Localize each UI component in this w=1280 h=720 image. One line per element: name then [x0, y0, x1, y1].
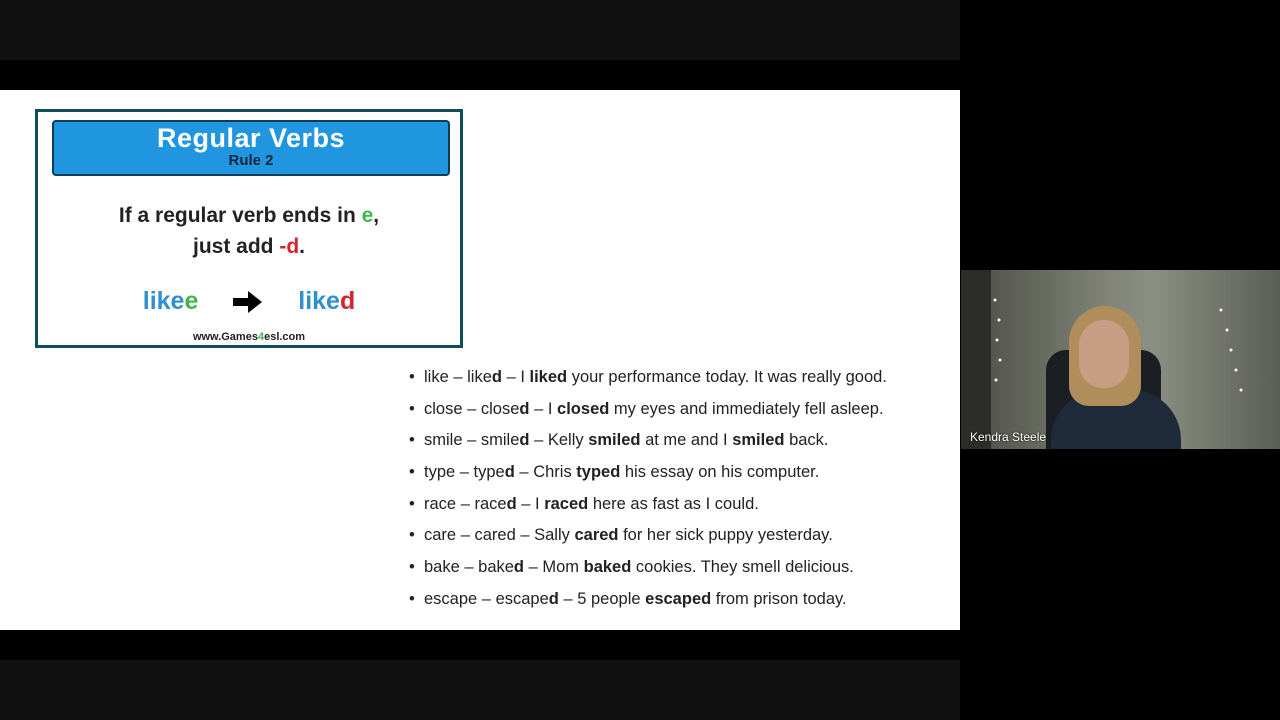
example-transform [38, 287, 460, 316]
card-title: Regular Verbs [156, 123, 346, 153]
sentence-start: Sally [534, 526, 575, 545]
verb-past-suffix: d [504, 463, 515, 482]
separator: – [459, 558, 479, 577]
example-item [409, 588, 887, 620]
separator: – [501, 368, 521, 386]
separator: – [456, 526, 475, 545]
example-result-d: d [339, 287, 356, 315]
verb-past-suffix: d [548, 589, 559, 608]
sentence-verb: cared [574, 526, 619, 545]
separator: – [477, 589, 496, 608]
rule-suffix-d: -d [279, 235, 300, 258]
rule-line2-prefix: just add [192, 235, 280, 258]
verb-base: escape [424, 589, 478, 608]
sentence-rest: here as fast as I could. [588, 494, 759, 513]
sentence-verb-2: smiled [732, 431, 785, 450]
separator: – [529, 399, 548, 418]
sentence-start: I [535, 494, 545, 513]
sentence-rest-2: back. [784, 431, 829, 450]
sentence-rest: from prison today. [711, 589, 847, 608]
site-pre: www.Games [192, 331, 258, 343]
video-door [961, 270, 991, 449]
example-result-stem: like [298, 287, 340, 315]
sentence-rest: cookies. They smell delicious. [631, 558, 854, 577]
verb-base: close [424, 399, 463, 418]
verb-past-stem: close [480, 399, 520, 418]
bullet: • [409, 431, 415, 450]
verb-base: type [424, 463, 456, 482]
sentence-verb: typed [576, 463, 621, 482]
verb-past-suffix: d [506, 494, 517, 513]
example-item [409, 366, 887, 398]
separator: – [462, 399, 481, 418]
rule-prefix: If a regular verb ends in [118, 204, 362, 227]
rule-letter-e: e [361, 204, 374, 227]
verb-past-stem: race [474, 494, 507, 513]
example-result [298, 287, 355, 315]
separator: – [529, 431, 548, 450]
bullet: • [409, 526, 415, 545]
verb-past-suffix: d [513, 558, 525, 577]
sentence-rest: my eyes and immediately fell asleep. [609, 399, 884, 418]
example-item [409, 493, 887, 525]
card-subtitle: Rule 2 [228, 152, 274, 169]
sentence-start: I [547, 399, 558, 418]
sentence-start: Kelly [547, 431, 589, 450]
bullet: • [409, 558, 415, 577]
sentence-verb: escaped [645, 589, 712, 608]
separator: – [515, 526, 535, 545]
sentence-start: 5 people [577, 589, 646, 608]
verb-base: like [424, 368, 449, 386]
verb-past-stem: escape [495, 589, 549, 608]
sentence-rest: for her sick puppy yesterday. [618, 526, 833, 545]
sentence-rest: your performance today. It was really good. [567, 368, 887, 386]
verb-base: race [424, 494, 457, 513]
verb-past-stem: like [467, 368, 492, 386]
sentence-rest: his essay on his computer. [620, 463, 820, 482]
website-credit [38, 331, 460, 343]
example-sentence-list [409, 366, 887, 620]
verb-past-stem: type [473, 463, 505, 482]
bullet: • [409, 463, 415, 482]
verb-past-suffix: d [519, 431, 530, 450]
separator: – [462, 431, 481, 450]
rule-period: . [299, 235, 305, 258]
site-post: esl.com [264, 331, 306, 343]
example-item [409, 429, 887, 461]
example-item [409, 524, 887, 556]
sentence-verb: closed [557, 399, 610, 418]
separator: – [558, 589, 578, 608]
bullet: • [409, 494, 415, 513]
top-letterbox [0, 0, 960, 60]
bottom-letterbox [0, 660, 960, 720]
rule-line-2 [38, 231, 460, 262]
verb-past-suffix: d [491, 368, 502, 386]
separator: – [516, 494, 536, 513]
video-face [1079, 320, 1129, 388]
rule-text [38, 200, 460, 262]
bullet: • [409, 399, 415, 418]
verb-base: smile [424, 431, 463, 450]
sentence-verb: raced [544, 494, 589, 513]
verb-base: care [424, 526, 457, 545]
rule-comma: , [373, 204, 380, 227]
rule-line-1 [38, 200, 460, 231]
sentence-start: I [520, 368, 530, 386]
verb-past-stem: cared [474, 526, 516, 545]
separator: – [455, 463, 474, 482]
verb-past-stem: bake [478, 558, 514, 577]
example-base-e: e [184, 287, 199, 315]
separator: – [524, 558, 543, 577]
verb-past-suffix: d [519, 399, 530, 418]
rule-card [35, 109, 463, 348]
bullet: • [409, 368, 415, 386]
separator: – [456, 494, 475, 513]
verb-base: bake [424, 558, 460, 577]
site-4: 4 [257, 331, 265, 343]
separator: – [514, 463, 534, 482]
sentence-verb: liked [529, 368, 568, 386]
card-title-banner [52, 120, 450, 176]
sentence-rest: at me and I [640, 431, 733, 450]
arrow-right-icon [233, 289, 263, 315]
example-base-stem: like [142, 287, 185, 315]
example-item [409, 398, 887, 430]
separator: – [448, 368, 468, 386]
sentence-verb: baked [583, 558, 632, 577]
verb-past-stem: smile [480, 431, 520, 450]
example-item [409, 556, 887, 588]
sentence-verb: smiled [588, 431, 641, 450]
participant-name: Kendra Steele [970, 430, 1047, 444]
example-base [143, 287, 199, 315]
sentence-start: Mom [542, 558, 584, 577]
bullet: • [409, 589, 415, 608]
example-item [409, 461, 887, 493]
shared-screen [0, 90, 960, 630]
sentence-start: Chris [533, 463, 577, 482]
participant-video-tile[interactable] [961, 270, 1280, 449]
